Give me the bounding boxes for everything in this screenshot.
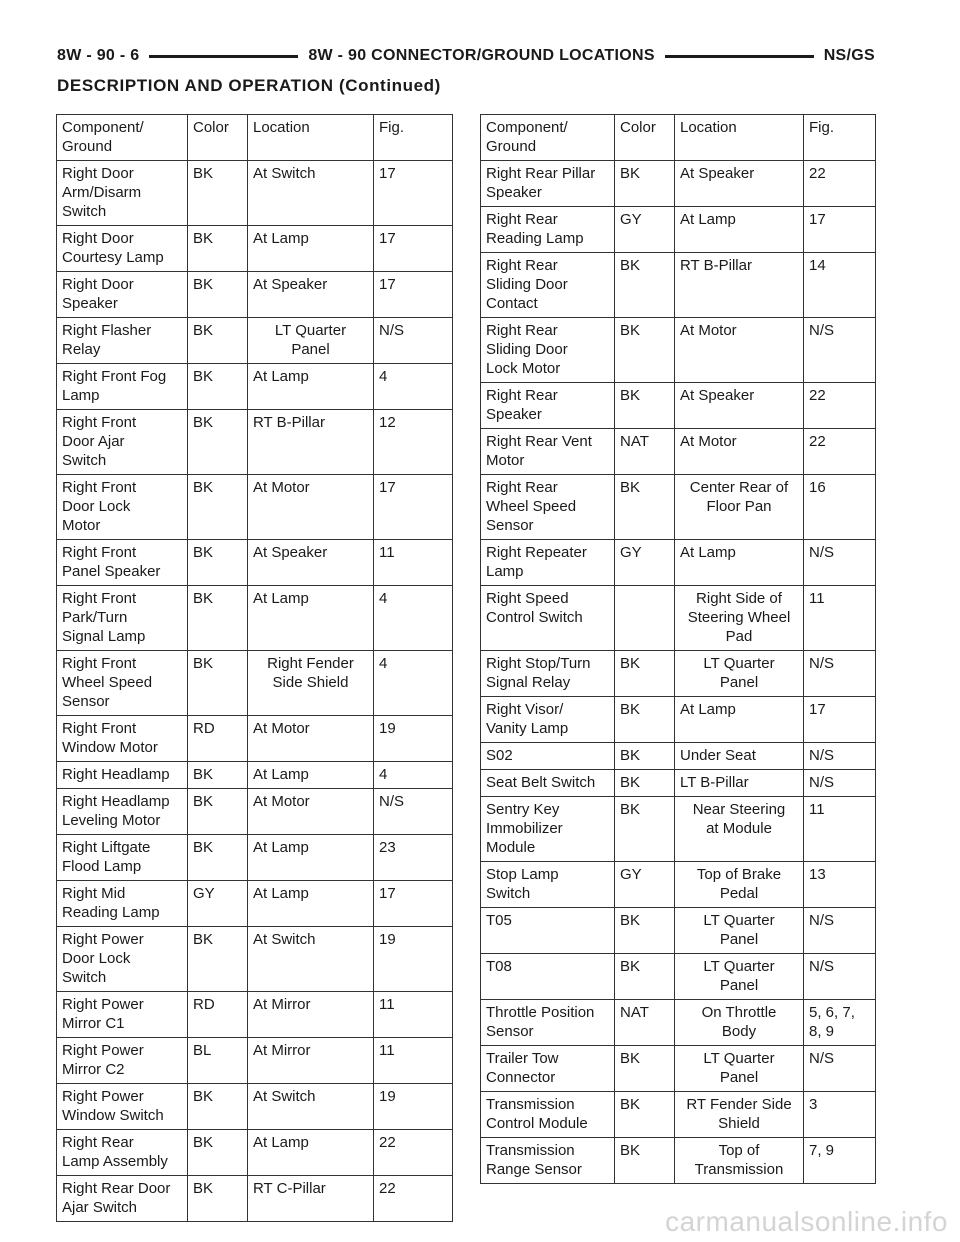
color-cell: BK: [615, 651, 675, 697]
component-cell: Right Front Wheel Speed Sensor: [57, 651, 188, 716]
table-row: [481, 743, 876, 770]
component-cell: Right Front Door Lock Motor: [57, 475, 188, 540]
fig-cell: N/S: [374, 789, 453, 835]
page-number: 8W - 90 - 6: [57, 47, 140, 64]
location-cell: At Switch: [248, 161, 374, 226]
component-cell: Stop Lamp Switch: [481, 862, 615, 908]
fig-cell: 11: [374, 540, 453, 586]
table-row: [57, 540, 453, 586]
fig-cell: 11: [804, 797, 876, 862]
fig-cell: 7, 9: [804, 1138, 876, 1184]
color-cell: BK: [615, 954, 675, 1000]
fig-cell: 17: [374, 161, 453, 226]
table-row: [57, 651, 453, 716]
location-cell: At Motor: [675, 318, 804, 383]
fig-cell: 19: [374, 1084, 453, 1130]
component-cell: Right Door Arm/Disarm Switch: [57, 161, 188, 226]
location-cell: At Speaker: [248, 272, 374, 318]
table-row: [57, 835, 453, 881]
component-cell: Right Flasher Relay: [57, 318, 188, 364]
location-cell: At Lamp: [675, 207, 804, 253]
fig-cell: 22: [374, 1176, 453, 1222]
fig-cell: 13: [804, 862, 876, 908]
table-row: [481, 161, 876, 207]
color-cell: BK: [188, 540, 248, 586]
fig-cell: 4: [374, 762, 453, 789]
location-cell: At Mirror: [248, 1038, 374, 1084]
location-cell: At Motor: [248, 789, 374, 835]
component-cell: Transmission Range Sensor: [481, 1138, 615, 1184]
fig-cell: 22: [374, 1130, 453, 1176]
table-row: [57, 927, 453, 992]
component-cell: Right Liftgate Flood Lamp: [57, 835, 188, 881]
table-row: [481, 862, 876, 908]
location-cell: At Lamp: [248, 1130, 374, 1176]
location-cell: Right Fender Side Shield: [248, 651, 374, 716]
table-row: [57, 1176, 453, 1222]
fig-cell: 12: [374, 410, 453, 475]
color-cell: BK: [188, 651, 248, 716]
color-cell: BK: [188, 410, 248, 475]
color-cell: RD: [188, 716, 248, 762]
table-row: [57, 226, 453, 272]
component-cell: Right Rear Sliding Door Lock Motor: [481, 318, 615, 383]
table-row: [57, 318, 453, 364]
component-cell: Right Rear Speaker: [481, 383, 615, 429]
fig-cell: N/S: [374, 318, 453, 364]
fig-cell: N/S: [804, 908, 876, 954]
color-cell: BK: [615, 161, 675, 207]
location-cell: RT Fender Side Shield: [675, 1092, 804, 1138]
column-header: Color: [188, 115, 248, 161]
table-row: [57, 762, 453, 789]
color-cell: GY: [615, 540, 675, 586]
color-cell: GY: [188, 881, 248, 927]
section-title: 8W - 90 CONNECTOR/GROUND LOCATIONS: [308, 47, 655, 64]
table-row: [481, 1000, 876, 1046]
model-code: NS/GS: [823, 47, 875, 64]
table-row: [481, 586, 876, 651]
column-header: Color: [615, 115, 675, 161]
table-row: [481, 1138, 876, 1184]
component-cell: Transmission Control Module: [481, 1092, 615, 1138]
component-cell: Throttle Position Sensor: [481, 1000, 615, 1046]
watermark: carmanualsonline.info: [665, 1206, 948, 1237]
column-header: Component/ Ground: [57, 115, 188, 161]
location-cell: At Speaker: [248, 540, 374, 586]
fig-cell: 22: [804, 383, 876, 429]
table-row: [481, 651, 876, 697]
component-cell: Right Rear Lamp Assembly: [57, 1130, 188, 1176]
table-row: [481, 797, 876, 862]
table-row: [481, 1046, 876, 1092]
color-cell: BK: [188, 318, 248, 364]
fig-cell: 11: [374, 1038, 453, 1084]
component-cell: Right Power Door Lock Switch: [57, 927, 188, 992]
location-cell: At Switch: [248, 927, 374, 992]
location-cell: At Lamp: [248, 881, 374, 927]
table-row: [481, 908, 876, 954]
location-cell: LT B-Pillar: [675, 770, 804, 797]
column-header: Location: [248, 115, 374, 161]
table-header-row: [57, 115, 453, 161]
section-heading: DESCRIPTION AND OPERATION (Continued): [57, 76, 441, 95]
component-cell: Right Rear Door Ajar Switch: [57, 1176, 188, 1222]
location-cell: At Lamp: [248, 226, 374, 272]
component-cell: Right Front Door Ajar Switch: [57, 410, 188, 475]
table-row: [481, 383, 876, 429]
header-rule-left: [149, 55, 298, 58]
table-row: [481, 770, 876, 797]
color-cell: BK: [615, 908, 675, 954]
fig-cell: 17: [374, 226, 453, 272]
fig-cell: 11: [804, 586, 876, 651]
table-row: [57, 364, 453, 410]
location-cell: At Motor: [248, 716, 374, 762]
fig-cell: 17: [374, 881, 453, 927]
location-cell: At Lamp: [248, 762, 374, 789]
component-cell: Trailer Tow Connector: [481, 1046, 615, 1092]
component-cell: Right Rear Wheel Speed Sensor: [481, 475, 615, 540]
color-cell: BK: [188, 1176, 248, 1222]
fig-cell: N/S: [804, 770, 876, 797]
location-cell: At Lamp: [248, 364, 374, 410]
color-cell: BK: [188, 1084, 248, 1130]
color-cell: BK: [615, 1092, 675, 1138]
fig-cell: 17: [374, 272, 453, 318]
color-cell: BK: [615, 743, 675, 770]
table-row: [481, 318, 876, 383]
fig-cell: 5, 6, 7, 8, 9: [804, 1000, 876, 1046]
fig-cell: 23: [374, 835, 453, 881]
location-cell: At Switch: [248, 1084, 374, 1130]
component-cell: Right Rear Reading Lamp: [481, 207, 615, 253]
location-cell: On Throttle Body: [675, 1000, 804, 1046]
color-cell: BK: [615, 1046, 675, 1092]
fig-cell: 17: [804, 697, 876, 743]
color-cell: GY: [615, 207, 675, 253]
fig-cell: 4: [374, 364, 453, 410]
table-row: [481, 475, 876, 540]
table-row: [481, 954, 876, 1000]
column-header: Component/ Ground: [481, 115, 615, 161]
location-cell: LT Quarter Panel: [675, 1046, 804, 1092]
fig-cell: N/S: [804, 540, 876, 586]
component-cell: Right Front Window Motor: [57, 716, 188, 762]
color-cell: BK: [615, 770, 675, 797]
location-cell: At Motor: [248, 475, 374, 540]
component-cell: Seat Belt Switch: [481, 770, 615, 797]
location-cell: LT Quarter Panel: [248, 318, 374, 364]
component-cell: Right Mid Reading Lamp: [57, 881, 188, 927]
component-cell: Right Speed Control Switch: [481, 586, 615, 651]
fig-cell: N/S: [804, 1046, 876, 1092]
fig-cell: 22: [804, 161, 876, 207]
table-row: [481, 540, 876, 586]
fig-cell: 11: [374, 992, 453, 1038]
color-cell: NAT: [615, 429, 675, 475]
table-row: [57, 1130, 453, 1176]
color-cell: [615, 586, 675, 651]
fig-cell: 3: [804, 1092, 876, 1138]
table-row: [57, 789, 453, 835]
location-cell: Center Rear of Floor Pan: [675, 475, 804, 540]
color-cell: BK: [188, 272, 248, 318]
header-rule-right: [665, 55, 814, 58]
location-cell: RT B-Pillar: [675, 253, 804, 318]
fig-cell: 19: [374, 716, 453, 762]
table-row: [481, 207, 876, 253]
color-cell: BK: [188, 835, 248, 881]
component-cell: Right Stop/Turn Signal Relay: [481, 651, 615, 697]
component-cell: Right Headlamp: [57, 762, 188, 789]
table-row: [57, 410, 453, 475]
left-table: [56, 114, 453, 1222]
location-cell: Under Seat: [675, 743, 804, 770]
fig-cell: 14: [804, 253, 876, 318]
fig-cell: 19: [374, 927, 453, 992]
color-cell: BK: [188, 586, 248, 651]
component-cell: Right Front Panel Speaker: [57, 540, 188, 586]
location-cell: Right Side of Steering Wheel Pad: [675, 586, 804, 651]
fig-cell: 22: [804, 429, 876, 475]
component-cell: Right Headlamp Leveling Motor: [57, 789, 188, 835]
page-header: [57, 44, 875, 68]
component-cell: Sentry Key Immobilizer Module: [481, 797, 615, 862]
fig-cell: 17: [374, 475, 453, 540]
fig-cell: 16: [804, 475, 876, 540]
location-cell: At Motor: [675, 429, 804, 475]
fig-cell: N/S: [804, 954, 876, 1000]
fig-cell: N/S: [804, 318, 876, 383]
component-cell: Right Front Fog Lamp: [57, 364, 188, 410]
location-cell: At Lamp: [248, 586, 374, 651]
color-cell: BK: [188, 226, 248, 272]
color-cell: BK: [615, 383, 675, 429]
color-cell: BK: [188, 364, 248, 410]
right-table: [480, 114, 876, 1184]
table-row: [57, 716, 453, 762]
location-cell: LT Quarter Panel: [675, 651, 804, 697]
color-cell: BK: [188, 161, 248, 226]
component-cell: Right Door Speaker: [57, 272, 188, 318]
location-cell: LT Quarter Panel: [675, 954, 804, 1000]
fig-cell: N/S: [804, 651, 876, 697]
location-cell: RT C-Pillar: [248, 1176, 374, 1222]
fig-cell: N/S: [804, 743, 876, 770]
component-cell: Right Front Park/Turn Signal Lamp: [57, 586, 188, 651]
fig-cell: 17: [804, 207, 876, 253]
component-cell: Right Power Mirror C1: [57, 992, 188, 1038]
table-row: [57, 475, 453, 540]
table-header-row: [481, 115, 876, 161]
fig-cell: 4: [374, 651, 453, 716]
location-cell: Near Steering at Module: [675, 797, 804, 862]
component-cell: Right Rear Pillar Speaker: [481, 161, 615, 207]
location-cell: At Lamp: [675, 697, 804, 743]
color-cell: BK: [188, 762, 248, 789]
table-row: [57, 161, 453, 226]
component-cell: Right Rear Vent Motor: [481, 429, 615, 475]
table-row: [481, 697, 876, 743]
location-cell: RT B-Pillar: [248, 410, 374, 475]
color-cell: BK: [615, 797, 675, 862]
location-cell: At Lamp: [248, 835, 374, 881]
fig-cell: 4: [374, 586, 453, 651]
color-cell: BK: [188, 475, 248, 540]
color-cell: RD: [188, 992, 248, 1038]
color-cell: BK: [615, 253, 675, 318]
table-row: [57, 1084, 453, 1130]
location-cell: At Lamp: [675, 540, 804, 586]
color-cell: BK: [615, 318, 675, 383]
table-row: [481, 1092, 876, 1138]
color-cell: NAT: [615, 1000, 675, 1046]
component-cell: Right Power Mirror C2: [57, 1038, 188, 1084]
component-cell: T05: [481, 908, 615, 954]
component-cell: Right Rear Sliding Door Contact: [481, 253, 615, 318]
table-row: [481, 253, 876, 318]
component-cell: Right Power Window Switch: [57, 1084, 188, 1130]
color-cell: BK: [188, 789, 248, 835]
component-cell: Right Door Courtesy Lamp: [57, 226, 188, 272]
table-row: [57, 272, 453, 318]
location-cell: At Speaker: [675, 383, 804, 429]
color-cell: BK: [188, 1130, 248, 1176]
color-cell: BK: [615, 1138, 675, 1184]
component-cell: S02: [481, 743, 615, 770]
column-header: Fig.: [374, 115, 453, 161]
color-cell: BK: [188, 927, 248, 992]
location-cell: Top of Brake Pedal: [675, 862, 804, 908]
location-cell: At Speaker: [675, 161, 804, 207]
table-row: [57, 586, 453, 651]
location-cell: LT Quarter Panel: [675, 908, 804, 954]
color-cell: GY: [615, 862, 675, 908]
table-row: [57, 992, 453, 1038]
component-cell: T08: [481, 954, 615, 1000]
color-cell: BL: [188, 1038, 248, 1084]
component-cell: Right Visor/ Vanity Lamp: [481, 697, 615, 743]
column-header: Fig.: [804, 115, 876, 161]
color-cell: BK: [615, 475, 675, 540]
component-cell: Right Repeater Lamp: [481, 540, 615, 586]
location-cell: At Mirror: [248, 992, 374, 1038]
location-cell: Top of Transmission: [675, 1138, 804, 1184]
color-cell: BK: [615, 697, 675, 743]
column-header: Location: [675, 115, 804, 161]
table-row: [57, 881, 453, 927]
table-row: [57, 1038, 453, 1084]
table-row: [481, 429, 876, 475]
